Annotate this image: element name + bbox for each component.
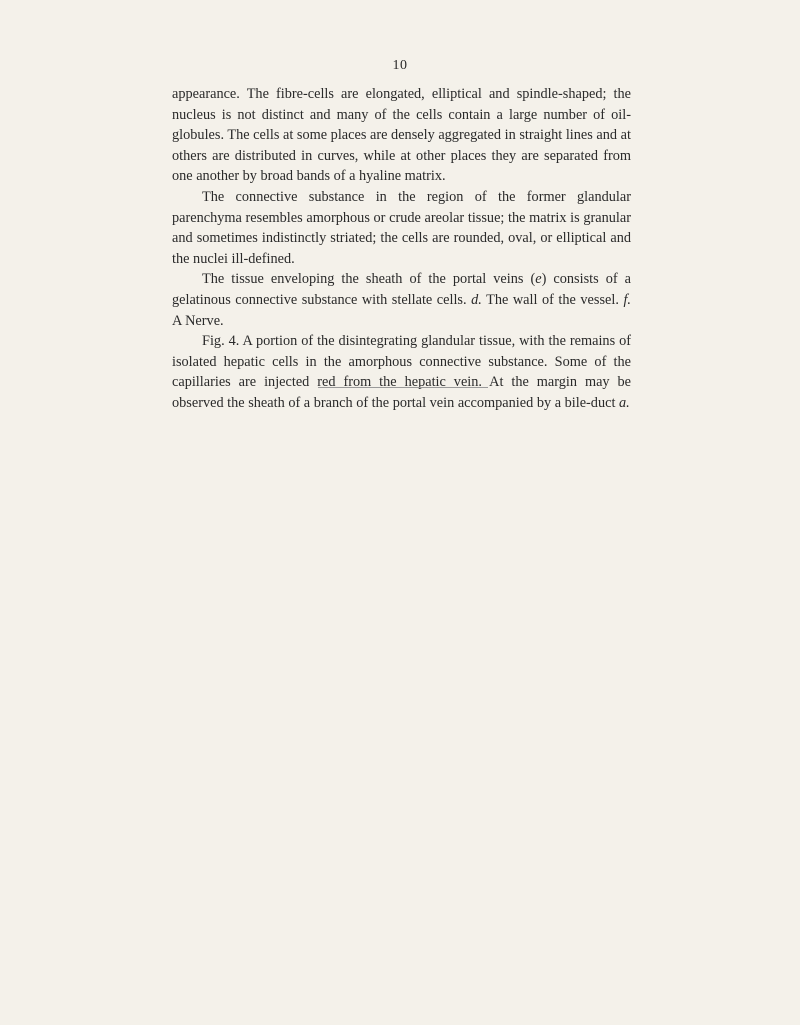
body-text <box>172 84 631 414</box>
figure-letter-e: e <box>535 271 542 288</box>
paragraph-fig-4 <box>172 331 631 413</box>
paragraph-portal-veins <box>172 269 631 331</box>
paragraph-connective-substance: The connective substance in the region of the former glandular parenchyma resembles amorphous or crude areolar tissue; the matrix is granular and sometimes indistinctly striated; the cells are rounded, oval, or elliptical and the nuclei ill-defined. <box>172 188 631 267</box>
section-divider <box>318 387 488 388</box>
text-run: A Nerve. <box>172 312 224 329</box>
text-run: The tissue enveloping the sheath of the portal veins ( <box>202 271 536 288</box>
figure-letter-d: d. <box>471 291 482 308</box>
figure-letter-a: a. <box>619 394 630 411</box>
text-run: Fig. 4. A portion of the disintegrating glandular tissue, with the remains of isolated hepatic cells in the amorphous connective substance. Some of the capillaries are injected red from the hepatic vein. At the margin may be observed the sheath of a branch of the portal vein accompanied by a bile-duct <box>172 333 631 411</box>
page-number: 10 <box>392 58 408 73</box>
paragraph-fibre-cells: appearance. The fibre-cells are elongated, elliptical and spindle-shaped; the nucleus is not distinct and many of the cells contain a large number of oil-globules. The cells at some places are densely aggregated in straight lines and at others are distributed in curves, while at other places they are separated from one another by broad bands of a hyaline matrix. <box>172 86 631 185</box>
text-run: ) consists of a gelatinous connective substance with stellate cells. <box>172 271 631 308</box>
figure-letter-f: f. <box>623 291 631 308</box>
text-run: The wall of the vessel. <box>481 291 624 308</box>
